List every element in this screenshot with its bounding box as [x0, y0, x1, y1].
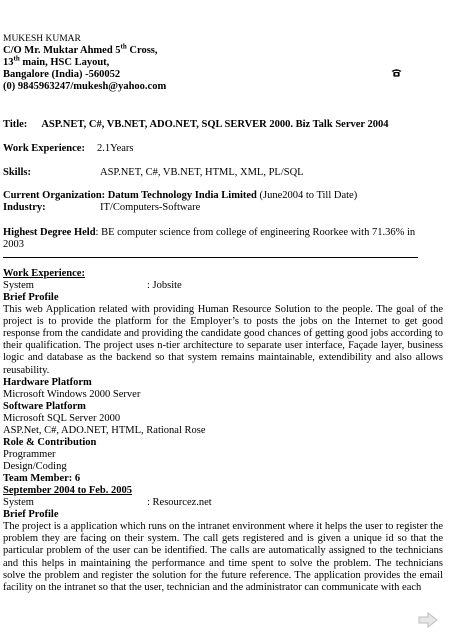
- industry-value: IT/Computers-Software: [100, 202, 201, 213]
- experience-row: [3, 143, 134, 155]
- title-value: ASP.NET, C#, VB.NET, ADO.NET, SQL SERVER 2000. Biz Talk Server 2004: [41, 119, 389, 130]
- organization-row: [3, 190, 357, 202]
- next-page-arrow-icon[interactable]: [418, 612, 438, 628]
- brief-profile-text: The project is a application which runs on the intranet environment where it helps the user to register the problem they are facing on their system. The call gets registered and is given a unique id so that the particular problem of the user can be identified. The calls are automatically assigned to the technicians and this helps in maintaining the performance and time spent to solve the problem. The technicians solve the problem and register the solution for the future reference. The application provides the email facility on the intranet so that the user, technician and the administrator can communicate with each: [3, 521, 443, 593]
- title-row: [3, 119, 388, 131]
- software-line-1: Microsoft SQL Server 2000: [3, 412, 121, 424]
- contact-block: [3, 34, 443, 93]
- role-line-1: Programmer: [3, 448, 56, 460]
- brief-profile-heading: Brief Profile: [3, 292, 59, 304]
- industry-row: [3, 202, 423, 214]
- address-line-2: 13th main, HSC Layout,: [3, 54, 110, 68]
- brief-profile-text: This web Application related with providing Human Resource Solution to the people. The goal of the project is to provide the platform for the Employer’s to posts the jobs on the Internet to get good response from the candidate and providing the candidate good chances of getting good jobs according to their qualification. The project uses n-tier architecture to separate user interface, Façade layer, business logic and database as the backend so that system remains maintainable, extendibility and also allows reusability.: [3, 304, 443, 376]
- software-heading: Software Platform: [3, 400, 86, 412]
- degree-label: Highest Degree Held: [3, 227, 96, 238]
- work-experience-heading: Work Experience:: [3, 268, 85, 279]
- experience-label: Work Experience:: [3, 143, 85, 154]
- contact-line: (0) 9845963247/mukesh@yahoo.com: [3, 81, 167, 93]
- organization-value: (June2004 to Till Date): [256, 190, 358, 201]
- work-experience-section: [3, 268, 443, 594]
- role-line-2: Design/Coding: [3, 461, 67, 472]
- candidate-name: MUKESH KUMAR: [3, 34, 81, 44]
- hardware-value: Microsoft Windows 2000 Server: [3, 388, 141, 400]
- skills-row: [3, 167, 423, 179]
- degree-value: : BE computer science from college of engineering Roorkee with 71.36% in 2003: [3, 227, 416, 251]
- system-label: System: [3, 497, 34, 509]
- section-divider: [3, 257, 418, 258]
- project-2-system-row: [3, 497, 443, 509]
- title-label: Title:: [3, 119, 28, 130]
- address-line-3: Bangalore (India) -560052: [3, 69, 121, 81]
- brief-profile-heading: Brief Profile: [3, 509, 59, 521]
- software-line-2: ASP.Net, C#, ADO.NET, HTML, Rational Rose: [3, 424, 206, 436]
- degree-row: [3, 227, 425, 251]
- system-value: : Resourcez.net: [147, 497, 212, 509]
- system-label: System: [3, 280, 34, 292]
- telephone-icon: [391, 68, 402, 81]
- hardware-heading: Hardware Platform: [3, 376, 92, 388]
- experience-value: 2.1Years: [96, 143, 134, 154]
- address-line-1: C/O Mr. Muktar Ahmed 5th Cross,: [3, 42, 158, 56]
- industry-label: Industry:: [3, 202, 46, 213]
- skills-label: Skills:: [3, 167, 32, 178]
- role-heading: Role & Contribution: [3, 436, 97, 448]
- project-1-system-row: [3, 280, 443, 292]
- organization-label: Current Organization: Datum Technology India Limited: [3, 190, 257, 201]
- team-member-heading: Team Member: 6: [3, 473, 81, 485]
- system-value: : Jobsite: [147, 280, 182, 292]
- skills-value: ASP.NET, C#, VB.NET, HTML, XML, PL/SQL: [100, 167, 304, 178]
- project-period: September 2004 to Feb. 2005: [3, 485, 132, 497]
